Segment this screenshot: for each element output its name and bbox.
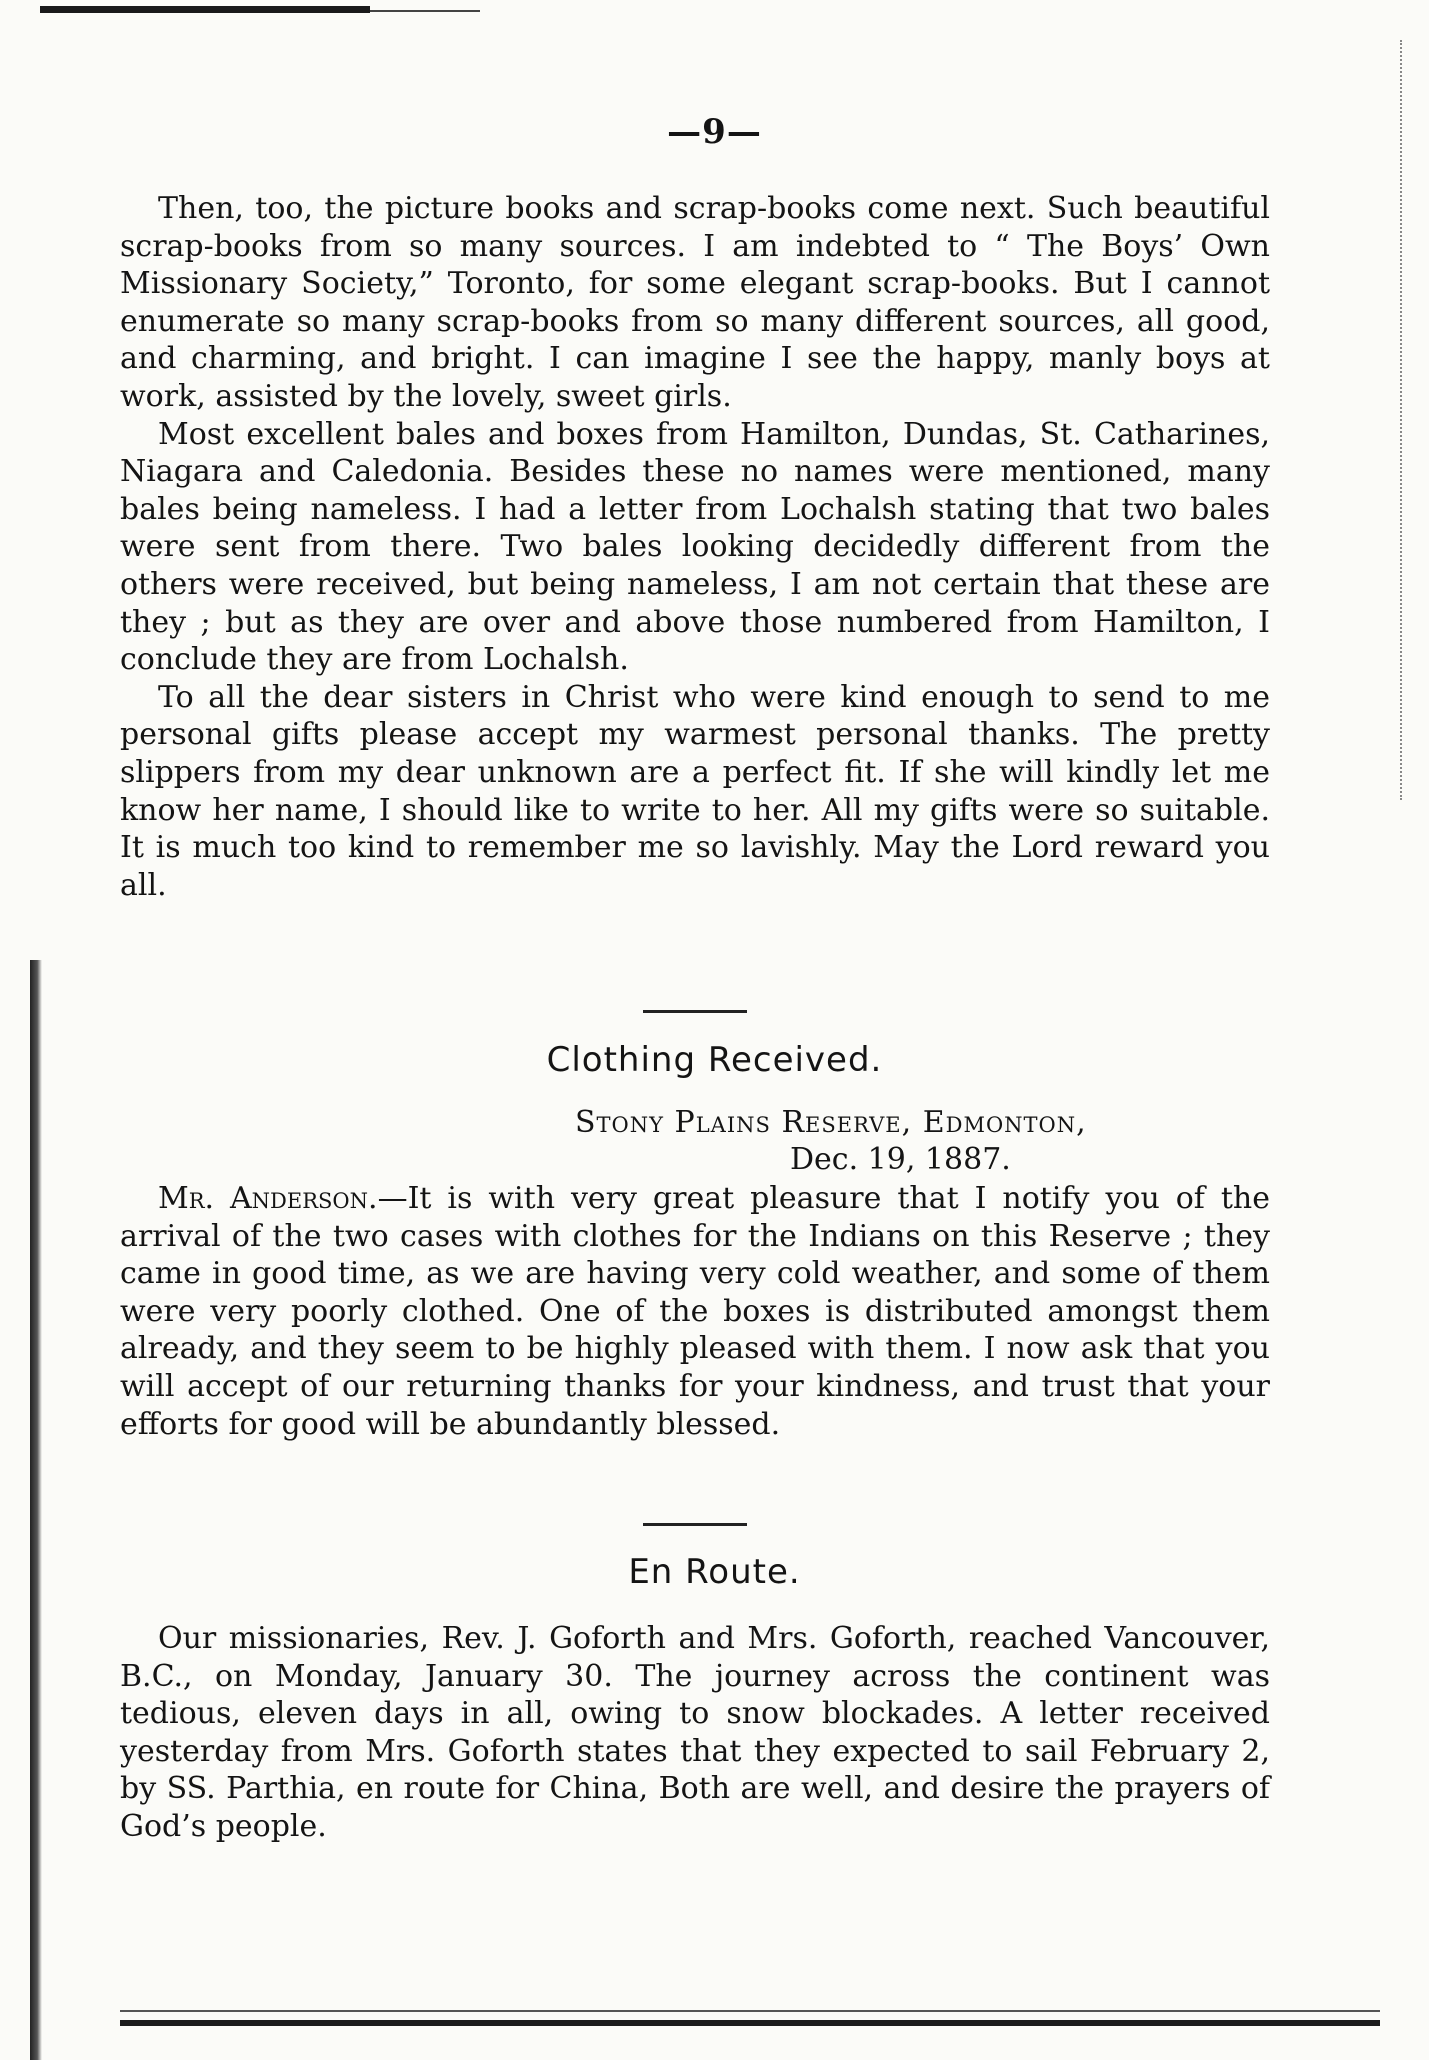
clothing-letter-text bbox=[120, 1180, 1270, 1443]
right-margin-marks bbox=[1400, 40, 1406, 800]
clothing-letter-body bbox=[120, 1180, 1270, 1443]
section-heading-en-route: En Route. bbox=[628, 1552, 801, 1592]
section-divider bbox=[643, 1010, 747, 1013]
section-heading-clothing-received: Clothing Received. bbox=[546, 1040, 883, 1080]
bottom-border-rule-thin bbox=[120, 2010, 1380, 2012]
top-border-rule bbox=[40, 6, 370, 13]
top-border-rule-tail bbox=[370, 10, 480, 12]
bottom-border-rule bbox=[120, 2020, 1380, 2026]
letter-salutation: Mr. Anderson. bbox=[158, 1181, 378, 1216]
paragraph-personal-thanks: To all the dear sisters in Christ who were kind enough to send to me personal gifts please accept my warmest personal thanks. The pretty slippers from my dear unknown are a perfect fit. If she will kindly let me know her name, I should like to write to her. All my gifts were so suitable. It is much too kind to remember me so lavishly. May the Lord reward you all. bbox=[120, 679, 1270, 903]
letter-body-text: —It is with very great pleasure that I notify you of the arrival of the two cases with clothes for the Indians on this Reserve ; they came in good time, as we are having very cold weather, and some of them were very poorly clothed. One of the boxes is distributed amongst them already, and they seem to be highly pleased with them. I now ask that you will accept of our returning thanks for your kindness, and trust that your efforts for good will be abundantly blessed. bbox=[120, 1181, 1270, 1442]
en-route-text bbox=[120, 1620, 1270, 1846]
intro-text bbox=[120, 190, 1270, 904]
left-binding-shadow bbox=[30, 960, 42, 2060]
en-route-body: Our missionaries, Rev. J. Goforth and Mrs. Goforth, reached Vancouver, B.C., on Monday, January 30. The journey across the continent was tedious, eleven days in all, owing to snow blockades. A letter received yesterday from Mrs. Goforth states that they expected to sail February 2, by SS. Parthia, en route for China, Both are well, and desire the prayers of God’s people. bbox=[120, 1621, 1270, 1844]
letter-dateline: Stony Plains Reserve, Edmonton, bbox=[575, 1105, 1087, 1140]
section-divider bbox=[643, 1523, 747, 1526]
page-number: —9— bbox=[667, 112, 762, 152]
letter-date: Dec. 19, 1887. bbox=[790, 1142, 1011, 1177]
paragraph-bales-and-boxes: Most excellent bales and boxes from Hamilton, Dundas, St. Catharines, Niagara and Caledonia. Besides these no names were mentioned, many bales being nameless. I had a letter from Lochalsh stating that two bales were sent from there. Two bales looking decidedly different from the others were received, but being nameless, I am not certain that these are they ; but as they are over and above those numbered from Hamilton, I conclude they are from Lochalsh. bbox=[120, 416, 1270, 678]
paragraph-scrap-books: Then, too, the picture books and scrap-books come next. Such beautiful scrap-books from so many sources. I am indebted to “ The Boys’ Own Missionary Society,” Toronto, for some elegant scrap-books. But I cannot enumerate so many scrap-books from so many different sources, all good, and charming, and bright. I can imagine I see the happy, manly boys at work, assisted by the lovely, sweet girls. bbox=[120, 191, 1270, 414]
